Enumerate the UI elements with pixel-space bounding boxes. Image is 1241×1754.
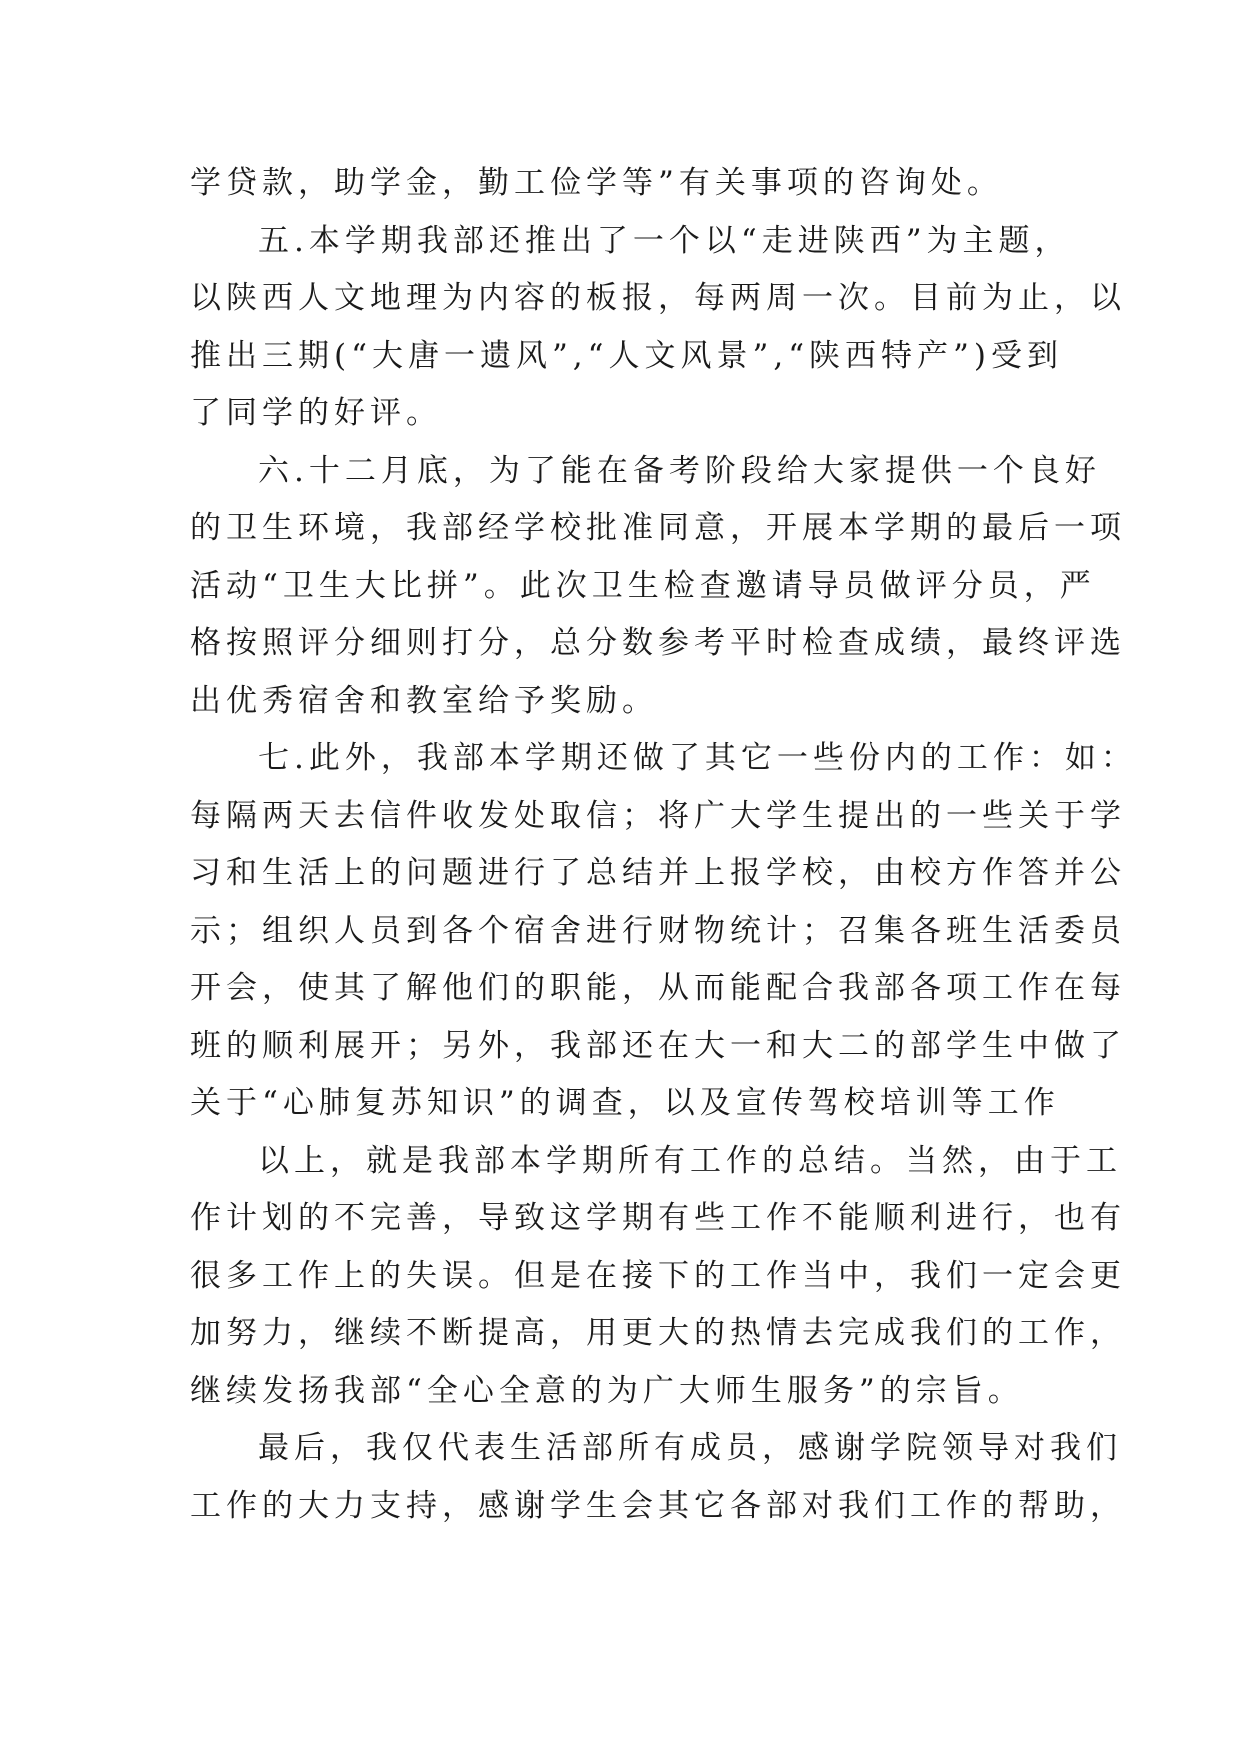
text-line: 很多工作上的失误。但是在接下的工作当中，我们一定会更: [190, 1258, 1126, 1294]
text-line: 出优秀宿舍和教室给予奖励。: [190, 683, 658, 719]
text-line: 开会，使其了解他们的职能，从而能配合我部各项工作在每: [190, 970, 1126, 1006]
text-line: 工作的大力支持，感谢学生会其它各部对我们工作的帮助，: [190, 1488, 1126, 1524]
text-line: 了同学的好评。: [190, 395, 442, 431]
text-line: 的卫生环境，我部经学校批准同意，开展本学期的最后一项: [190, 510, 1126, 546]
text-line: 六.十二月底，为了能在备考阶段给大家提供一个良好: [258, 453, 1101, 489]
text-line: 学贷款，助学金，勤工俭学等”有关事项的咨询处。: [190, 165, 1003, 201]
text-line: 每隔两天去信件收发处取信；将广大学生提出的一些关于学: [190, 798, 1126, 834]
text-line: 班的顺利展开；另外，我部还在大一和大二的部学生中做了: [190, 1028, 1126, 1064]
text-line: 以上，就是我部本学期所有工作的总结。当然，由于工: [258, 1143, 1122, 1179]
text-line: 七.此外，我部本学期还做了其它一些份内的工作：如：: [258, 740, 1137, 776]
text-line: 推出三期(“大唐一遗风”,“人文风景”,“陕西特产”)受到: [190, 338, 1063, 374]
text-line: 作计划的不完善，导致这学期有些工作不能顺利进行，也有: [190, 1200, 1126, 1236]
text-line: 示；组织人员到各个宿舍进行财物统计；召集各班生活委员: [190, 913, 1126, 949]
text-line: 以陕西人文地理为内容的板报，每两周一次。目前为止，以: [190, 280, 1126, 316]
text-line: 继续发扬我部“全心全意的为广大师生服务”的宗旨。: [190, 1373, 1024, 1409]
text-line: 五.本学期我部还推出了一个以“走进陕西”为主题，: [258, 223, 1071, 259]
text-line: 关于“心肺复苏知识”的调查，以及宣传驾校培训等工作: [190, 1085, 1060, 1121]
text-line: 最后，我仅代表生活部所有成员，感谢学院领导对我们: [258, 1430, 1122, 1466]
text-line: 加努力，继续不断提高，用更大的热情去完成我们的工作，: [190, 1315, 1126, 1351]
text-line: 活动“卫生大比拼”。此次卫生检查邀请导员做评分员，严: [190, 568, 1096, 604]
text-line: 习和生活上的问题进行了总结并上报学校，由校方作答并公: [190, 855, 1126, 891]
text-line: 格按照评分细则打分，总分数参考平时检查成绩，最终评选: [190, 625, 1126, 661]
